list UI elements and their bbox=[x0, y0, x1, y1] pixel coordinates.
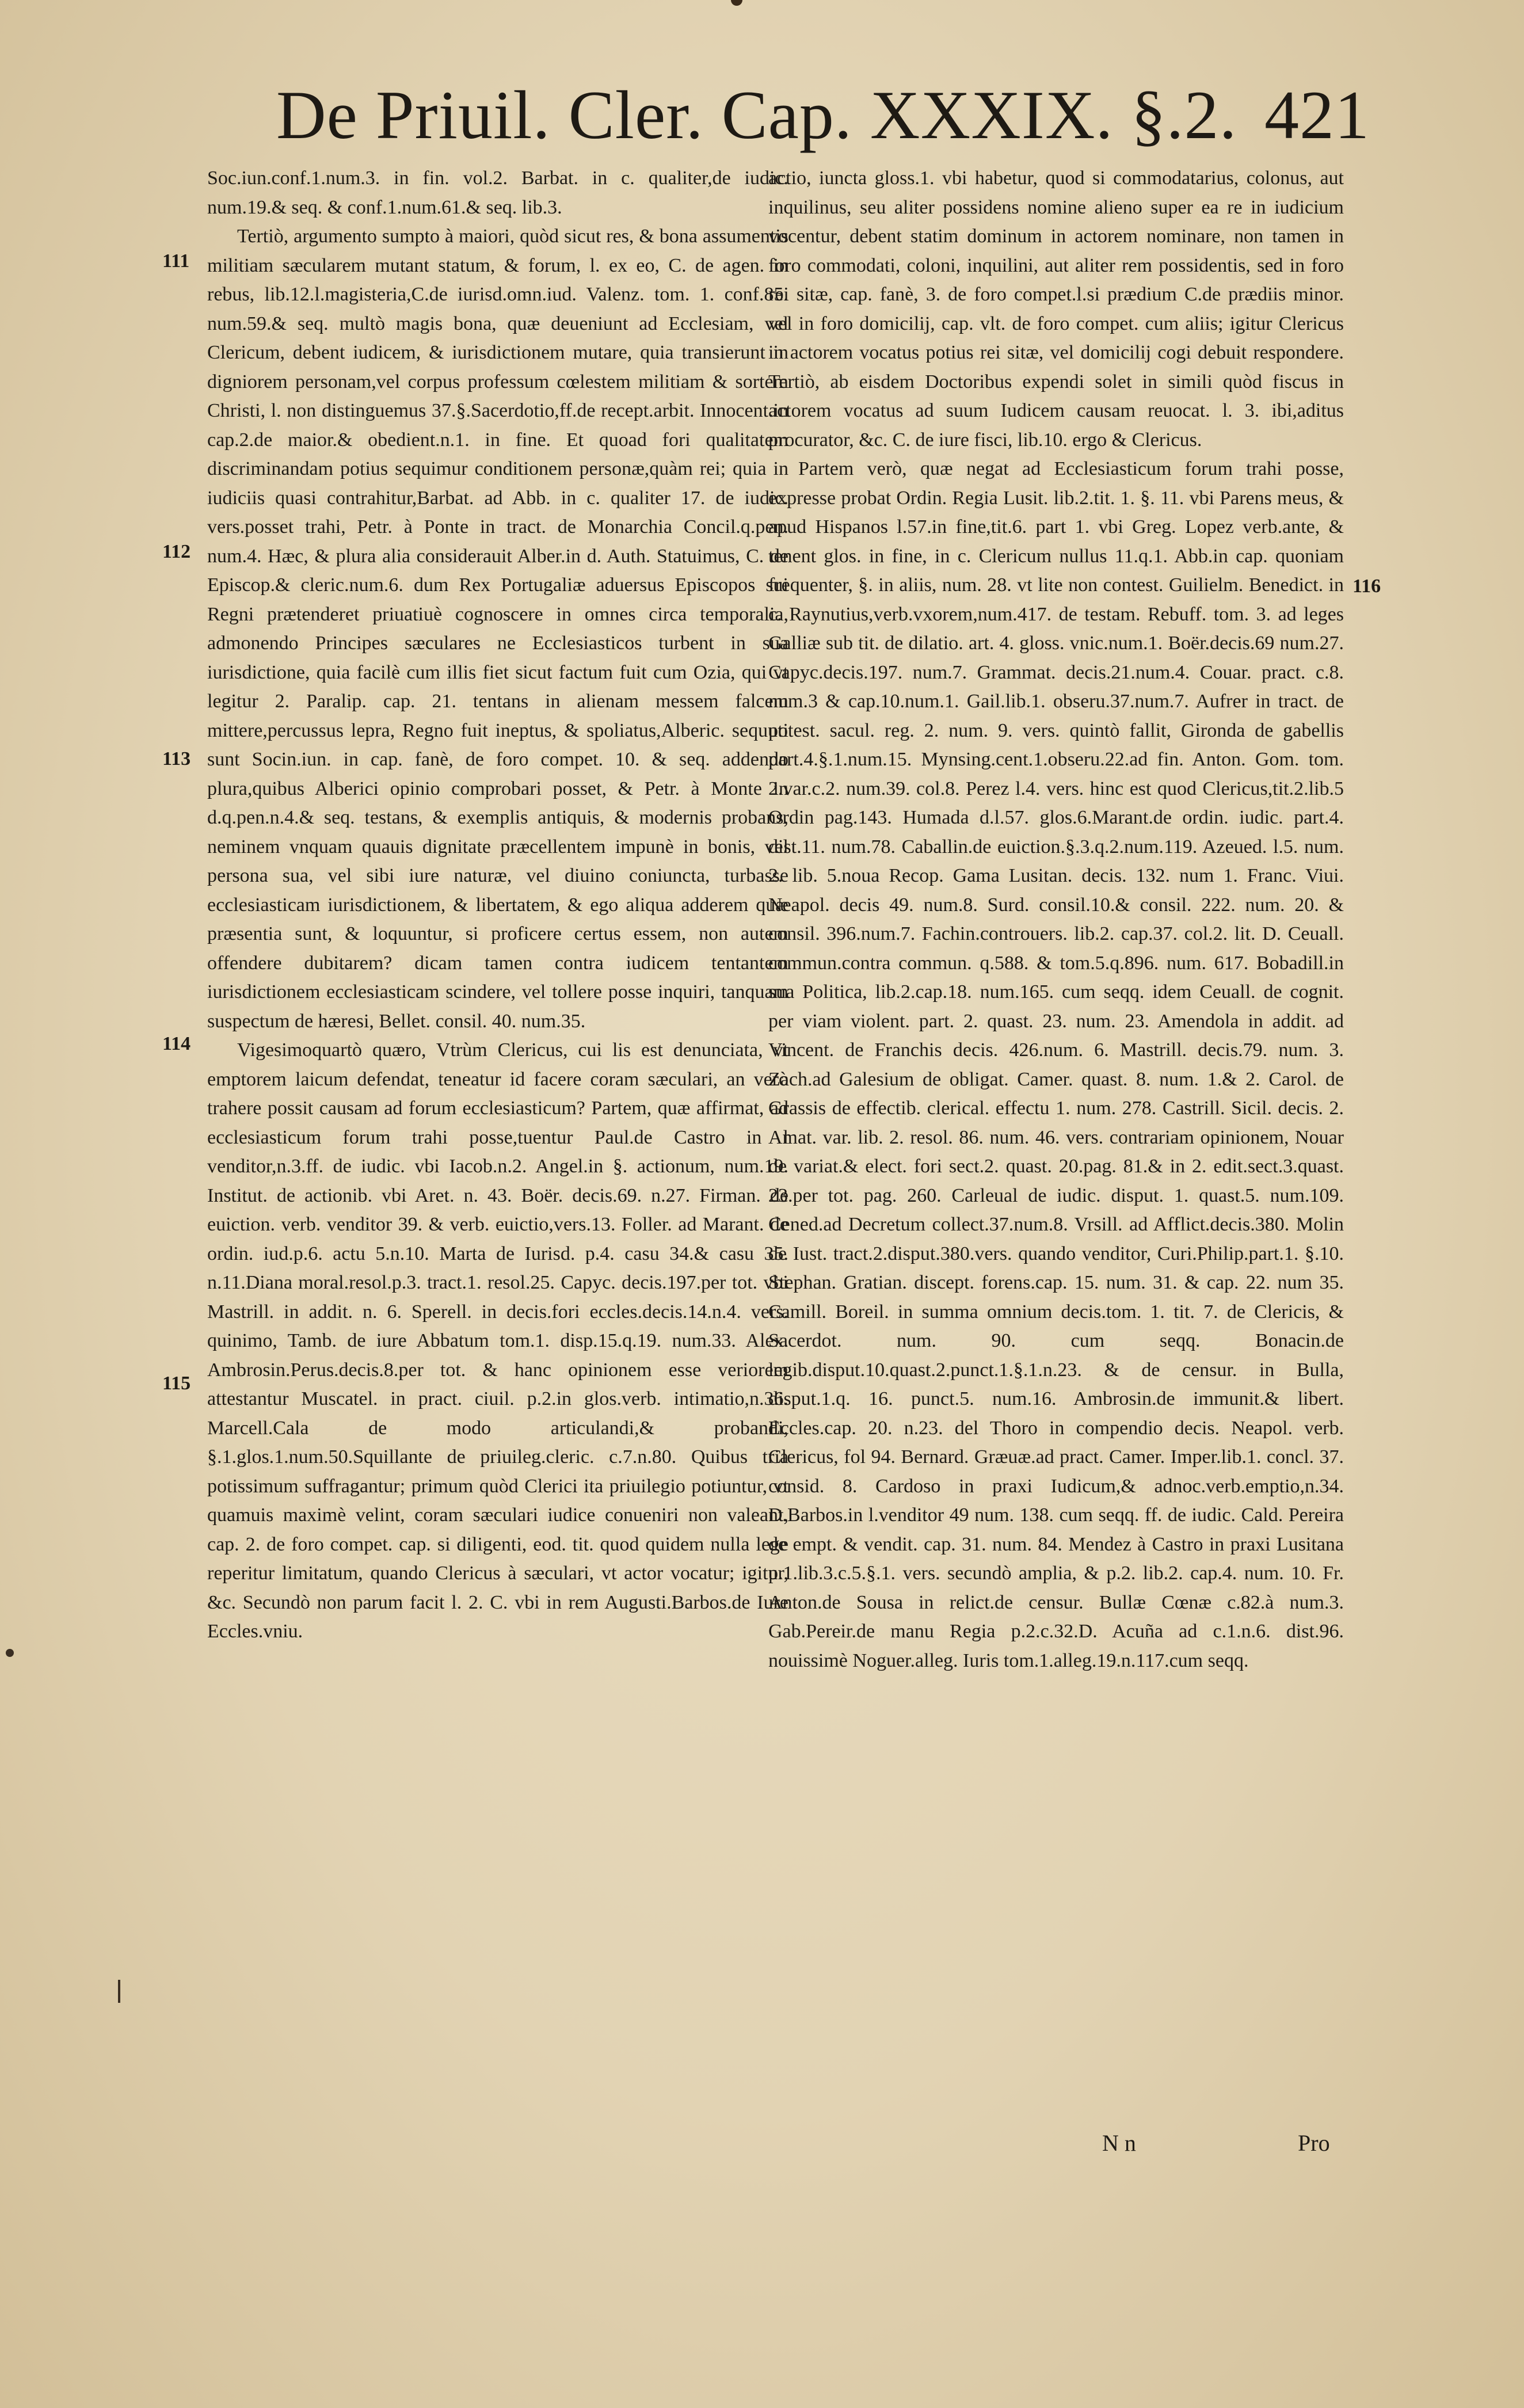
left-paragraph-3: Vigesimoquartò quæro, Vtrùm Clericus, cui lis est denunciata, vt emptorem laicum defendat, teneatur id facere coram sæculari, an verò trahere possit causam ad forum ecclesiasticum? Partem, quæ affirmat, ad ecclesiasticum forum trahi posse,tuentur Paul.de Castro in l venditor,n.3.ff. de iudic. vbi Iacob.n.2. Angel.in §. actionum, num.19. Institut. de actionib. vbi Aret. n. 43. Boër. decis.69. n.27. Firman. de euiction. verb. venditor 39. & verb. euictio,vers.13. Foller. ad Marant. de ordin. iud.p.6. actu 5.n.10. Marta de Iurisd. p.4. casu 34.& casu 35. n.11.Diana moral.resol.p.3. tract.1. resol.25. Capyc. decis.197.per tot. vbi Mastrill. in addit. n. 6. Sperell. in decis.fori eccles.decis.14.n.4. vers. quinimo, Tamb. de iure Abbatum tom.1. disp.15.q.19. num.33. Alex. Ambrosin.Perus.decis.8.per tot. & hanc opinionem esse veriorem attestantur Muscatel. in pract. ciuil. p.2.in glos.verb. intimatio,n.36. Marcell.Cala de modo articulandi,& probandi, §.1.glos.1.num.50.Squillante de priuileg.cleric. c.7.n.80. Quibus tria potissimum suffragantur; primum quòd Clerici ita priuilegio potiuntur, vt quamuis maximè velint, coram sæculari iudice conueniri non valeant, cap. 2. de foro compet. cap. si diligenti, eod. tit. quod quidem nulla lege reperitur limitatum, quando Clericus à sæculari, vt actor vocatur; igitur, &c. Secundò non parum facit l. 2. C. vbi in rem Augusti.Barbos.de Iure Eccles.vniu. bbox=[207, 1039, 788, 1642]
ink-blot bbox=[6, 1649, 14, 1657]
margin-number-116: 116 bbox=[1352, 576, 1381, 597]
catchword: Pro bbox=[1298, 2130, 1330, 2156]
left-paragraph-2: Tertiò, argumento sumpto à maiori, quòd sicut res, & bona assumentis militiam sæcularem mutant statum, & forum, l. ex eo, C. de agen. in rebus, lib.12.l.magisteria,C.de iurisd.omn.iud. Valenz. tom. 1. conf.85. num.59.& seq. multò magis bona, quæ deueniunt ad Ecclesiam, vel Clericum, debent iudicem, & iurisdictionem mutare, quia transierunt in digniorem personam,vel corpus professum cœlestem militiam & sortem Christi, l. non distinguemus 37.§.Sacerdotio,ff.de recept.arbit. Innocent.in cap.2.de maior.& obedient.n.1. in fine. Et quoad fori qualitatem discriminandam potius sequimur conditionem personæ,quàm rei; quia in iudiciis quasi contrahitur,Barbat. ad Abb. in c. qualiter 17. de iudic. vers.posset trahi, Petr. à Ponte in tract. de Monarchia Concil.q.pen. num.4. Hæc, & plura alia considerauit Alber.in d. Auth. Statuimus, C. de Episcop.& cleric.num.6. dum Rex Portugaliæ aduersus Episcopos sui Regni prætenderet priuatiuè cognoscere in omnes circa temporalia, admonendo Principes sæculares ne Ecclesiasticos turbent in sua iurisdictione, quia facilè cum illis fiet sicut factum fuit cum Ozia, qui vt legitur 2. Paralip. cap. 21. tentans in alienam messem falcem mittere,percussus lepra, Regno fuit ineptus, & spoliatus,Alberic. sequuti sunt Socin.iun. in cap. fanè, de foro compet. 10. & seq. addendo plura,quibus Alberici opinio comprobari posset, & Petr. à Monte in d.q.pen.n.4.& seq. testans, & exemplis antiquis, & modernis probans, neminem vnquam quauis dignitate præcellentem impunè in bonis, vel persona sua, vel sibi iure naturæ, vel diuino coniuncta, turbasse ecclesiasticam iurisdictionem, & libertatem, & ego aliqua adderem quæ præsentia sunt, & loquuntur, si proficere certus essem, non autem offendere dubitarem? dicam tamen contra iudicem tentantem iurisdictionem ecclesiasticam scindere, vel tollere posse inquiri, tanquam suspectum de hæresi, Bellet. consil. 40. num.35. bbox=[207, 226, 788, 1032]
header-title: De Priuil. Cler. Cap. XXXIX. §.2. bbox=[276, 77, 1237, 153]
right-column bbox=[768, 164, 1344, 1675]
page-number: 421 bbox=[1264, 77, 1370, 153]
right-paragraph-2: Partem verò, quæ negat ad Ecclesiasticum forum trahi posse, expresse probat Ordin. Regia Lusit. lib.2.tit. 1. §. 11. vbi Parens meus, & apud Hispanos l.57.in fine,tit.6. part 1. vbi Greg. Lopez verb.ante, & tenent glos. in fine, in c. Clericum nullus 11.q.1. Abb.in cap. quoniam frequenter, §. in aliis, num. 28. vt lite non contest. Guilielm. Benedict. in c. Raynutius,verb.vxorem,num.417. de testam. Rebuff. tom. 3. ad leges Galliæ sub tit. de dilatio. art. 4. gloss. vnic.num.1. Boër.decis.69 num.27. Capyc.decis.197. num.7. Grammat. decis.21.num.4. Couar. pract. c.8. num.3 & cap.10.num.1. Gail.lib.1. obseru.37.num.7. Aufrer in tract. de potest. sacul. reg. 2. num. 9. vers. quintò fallit, Gironda de gabellis part.4.§.1.num.15. Mynsing.cent.1.obseru.22.ad fin. Anton. Gom. tom. 2.var.c.2. num.39. col.8. Perez l.4. vers. hinc est quod Clericus,tit.2.lib.5 Ordin pag.143. Humada d.l.57. glos.6.Marant.de ordin. iudic. part.4. dist.11. num.78. Caballin.de euiction.§.3.q.2.num.119. Azeued. l.5. num. 2. lib. 5.noua Recop. Gama Lusitan. decis. 132. num 1. Franc. Viui. Neapol. decis 49. num.8. Surd. consil.10.& consil. 222. num. 20. & consil. 396.num.7. Fachin.controuers. lib.2. cap.37. col.2. lit. D. Ceuall. commun.contra commun. q.588. & tom.5.q.896. num. 617. Bobadill.in sua Politica, lib.2.cap.18. num.165. cum seqq. idem Ceuall. de cognit. per viam violent. part. 2. quast. 23. num. 23. Amendola in addit. ad Vincent. de Franchis decis. 426.num. 6. Mastrill. decis.79. num. 3. Zach.ad Galesium de obligat. Camer. quast. 8. num. 1.& 2. Carol. de Grassis de effectib. clerical. effectu 1. num. 278. Castrill. Sicil. decis. 2. Amat. var. lib. 2. resol. 86. num. 46. vers. contrariam opinionem, Nouar de variat.& elect. fori sect.2. quast. 20.pag. 81.& in 2. edit.sect.3.quast. 23.per tot. pag. 260. Carleual de iudic. disput. 1. quast.5. num.109. Cened.ad Decretum collect.37.num.8. Vrsill. ad Afflict.decis.380. Molin de Iust. tract.2.disput.380.vers. quando venditor, Curi.Philip.part.1. §.10. Stephan. Gratian. discept. forens.cap. 15. num. 31. & cap. 22. num 35. Camill. Boreil. in summa omnium decis.tom. 1. tit. 7. de Clericis, & Sacerdot. num. 90. cum seqq. Bonacin.de legib.disput.10.quast.2.punct.1.§.1.n.23. & de censur. in Bulla, disput.1.q. 16. punct.5. num.16. Ambrosin.de immunit.& libert. Eccles.cap. 20. n.23. del Thoro in compendio decis. Neapol. verb. Clericus, fol 94. Bernard. Græuæ.ad pract. Camer. Imper.lib.1. concl. 37. consid. 8. Cardoso in praxi Iudicum,& adnoc.verb.emptio,n.34. D.Barbos.in l.venditor 49 num. 138. cum seqq. ff. de iudic. Cald. Pereira de empt. & vendit. cap. 31. num. 84. Mendez à Castro in praxi Lusitana p.1.lib.3.c.5.§.1. vers. secundò amplia, & p.2. lib.2. cap.4. num. 10. Fr. Anton.de Sousa in relict.de censur. Bullæ Cœnæ c.82.à num.3. Gab.Pereir.de manu Regia p.2.c.32.D. Acuña ad c.1.n.6. dist.96. nouissimè Noguer.alleg. Iuris tom.1.alleg.19.n.117.cum seqq. bbox=[768, 458, 1344, 1671]
running-header bbox=[276, 69, 1370, 161]
margin-number-114: 114 bbox=[162, 1033, 191, 1054]
left-column bbox=[207, 164, 788, 1647]
page-tab-mark bbox=[731, 0, 742, 6]
margin-number-115: 115 bbox=[162, 1373, 191, 1394]
left-paragraph-1: Soc.iun.conf.1.num.3. in fin. vol.2. Barbat. in c. qualiter,de iudic. num.19.& seq. & conf.1.num.61.& seq. lib.3. bbox=[207, 167, 788, 218]
margin-mark bbox=[118, 1980, 120, 2003]
signature-mark: N n bbox=[1102, 2130, 1136, 2156]
margin-number-113: 113 bbox=[162, 748, 191, 769]
margin-number-112: 112 bbox=[162, 541, 191, 562]
margin-number-111: 111 bbox=[162, 250, 190, 272]
right-paragraph-1: actio, iuncta gloss.1. vbi habetur, quod si commodatarius, colonus, aut inquilinus, seu aliter possidens nomine alieno super ea re in iudicium vocentur, debent statim dominum in actorem nominare, non tamen in foro commodati, coloni, inquilini, aut aliter rem possidentis, sed in foro rei sitæ, cap. fanè, 3. de foro compet.l.si prædium C.de prædiis minor. vel in foro domicilij, cap. vlt. de foro compet. cum aliis; igitur Clericus in actorem vocatus potius rei sitæ, vel domicilij cogi debuit respondere. Tertiò, ab eisdem Doctoribus expendi solet in simili quòd fiscus in actorem vocatus ad suum Iudicem causam reuocat. l. 3. ibi,aditus procurator, &c. C. de iure fisci, lib.10. ergo & Clericus. bbox=[768, 167, 1344, 451]
